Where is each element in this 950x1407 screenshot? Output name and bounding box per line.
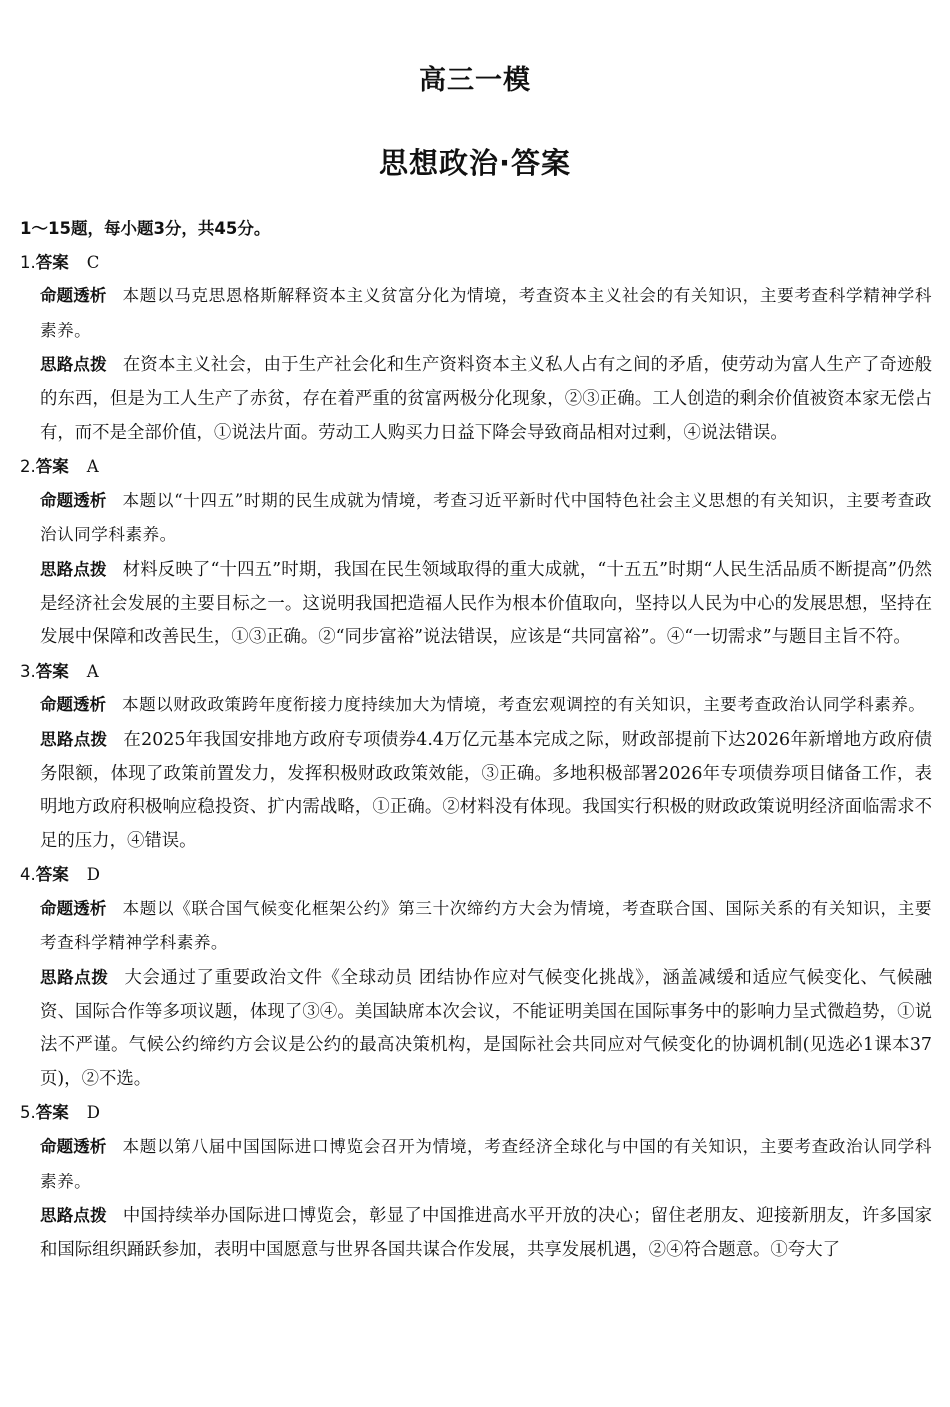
answer-label: 答案 [35, 865, 69, 885]
question-5-solution [20, 1199, 932, 1267]
question-number: 3. [20, 661, 36, 681]
answer-value: A [86, 661, 99, 681]
analysis-text: 本题以第八届中国国际进口博览会召开为情境，考查经济全球化与中国的有关知识，主要考查政治认同学科素养。 [40, 1137, 933, 1191]
exam-title: 高三一模 [419, 65, 531, 96]
question-1-solution [20, 348, 932, 450]
question-number: 4. [20, 865, 36, 885]
solution-text: 材料反映了“十四五”时期，我国在民生领域取得的重大成就，“十五五”时期“人民生活品质不断提高”仍然是经济社会发展的主要目标之一。这说明我国把造福人民作为根本价值取向，坚持以人民为中心的发展思想，坚持在发展中保障和改善民生，①③正确。②“同步富裕”说法错误，应该是“共同富裕”。④“一切需求”与题目主旨不符。 [40, 559, 932, 648]
answer-value: A [86, 457, 99, 477]
solution-label: 思路点拨 [40, 729, 108, 749]
analysis-text: 本题以《联合国气候变化框架公约》第三十次缔约方大会为情境，考查联合国、国际关系的有关知识，主要考查科学精神学科素养。 [40, 898, 933, 953]
answer-value: D [86, 865, 100, 885]
question-1-header [20, 246, 932, 280]
solution-label: 思路点拨 [40, 355, 107, 375]
question-2-solution [20, 553, 932, 655]
analysis-label: 命题透析 [40, 898, 107, 918]
analysis-label: 命题透析 [40, 695, 106, 715]
question-1-analysis [20, 279, 932, 348]
question-4-solution [20, 961, 932, 1096]
solution-label: 思路点拨 [40, 1206, 107, 1226]
analysis-label: 命题透析 [40, 490, 107, 510]
question-3-analysis [20, 688, 932, 723]
question-4-analysis [20, 892, 932, 961]
question-2-header [20, 450, 932, 484]
question-number: 2. [20, 457, 36, 477]
analysis-text: 本题以财政政策跨年度衔接力度持续加大为情境，考查宏观调控的有关知识，主要考查政治认同学科素养。 [122, 695, 926, 715]
question-2-analysis [20, 484, 932, 553]
question-number: 5. [20, 1103, 36, 1123]
answer-content [20, 212, 932, 1267]
question-4-header [20, 858, 932, 892]
answer-label: 答案 [35, 252, 69, 272]
answer-value: D [86, 1103, 100, 1123]
question-3-header [20, 655, 932, 689]
question-number: 1. [20, 252, 36, 272]
analysis-label: 命题透析 [40, 286, 107, 306]
analysis-text: 本题以“十四五”时期的民生成就为情境，考查习近平新时代中国特色社会主义思想的有关知识，主要考查政治认同学科素养。 [40, 490, 932, 545]
solution-text: 在资本主义社会，由于生产社会化和生产资料资本主义私人占有之间的矛盾，使劳动为富人生产了奇迹般的东西，但是为工人生产了赤贫，存在着严重的贫富两极分化现象，②③正确。工人创造的剩余价值被资本家无偿占有，而不是全部价值，①说法片面。劳动工人购买力日益下降会导致商品相对过剩，④说法错误。 [40, 355, 932, 443]
subject-title: 思想政治·答案 [378, 146, 572, 180]
answer-label: 答案 [35, 661, 69, 681]
analysis-label: 命题透析 [40, 1137, 107, 1157]
intro-line: 1～15题，每小题3分，共45分。 [20, 219, 271, 238]
question-3-solution [20, 723, 932, 858]
solution-label: 思路点拨 [40, 559, 107, 579]
solution-text: 中国持续举办国际进口博览会，彰显了中国推进高水平开放的决心；留住老朋友、迎接新朋友，许多国家和国际组织踊跃参加，表明中国愿意与世界各国共谋合作发展，共享发展机遇，②④符合题意。①夸大了 [40, 1206, 932, 1260]
question-5-analysis [20, 1130, 932, 1199]
solution-text: 在2025年我国安排地方政府专项债券4.4万亿元基本完成之际，财政部提前下达2026年新增地方政府债务限额，体现了政策前置发力，发挥积极财政政策效能，③正确。多地积极部署2026年专项债券项目储备工作，表明地方政府积极响应稳投资、扩内需战略，①正确。②材料没有体现。我国实行积极的财政政策说明经济面临需求不足的压力，④错误。 [40, 729, 932, 851]
answer-label: 答案 [35, 1103, 69, 1123]
analysis-text: 本题以马克思恩格斯解释资本主义贫富分化为情境，考查资本主义社会的有关知识，主要考查科学精神学科素养。 [40, 286, 933, 340]
solution-text: 大会通过了重要政治文件《全球动员 团结协作应对气候变化挑战》，涵盖减缓和适应气候变化、气候融资、国际合作等多项议题，体现了③④。美国缺席本次会议，不能证明美国在国际事务中的影响力呈式微趋势，①说法不严谨。气候公约缔约方会议是公约的最高决策机构，是国际社会共同应对气候变化的协调机制(见选必1课本37页)，②不选。 [40, 968, 932, 1089]
answer-label: 答案 [35, 457, 69, 477]
solution-label: 思路点拨 [40, 968, 109, 988]
question-5-header [20, 1096, 932, 1130]
answer-value: C [86, 252, 100, 272]
